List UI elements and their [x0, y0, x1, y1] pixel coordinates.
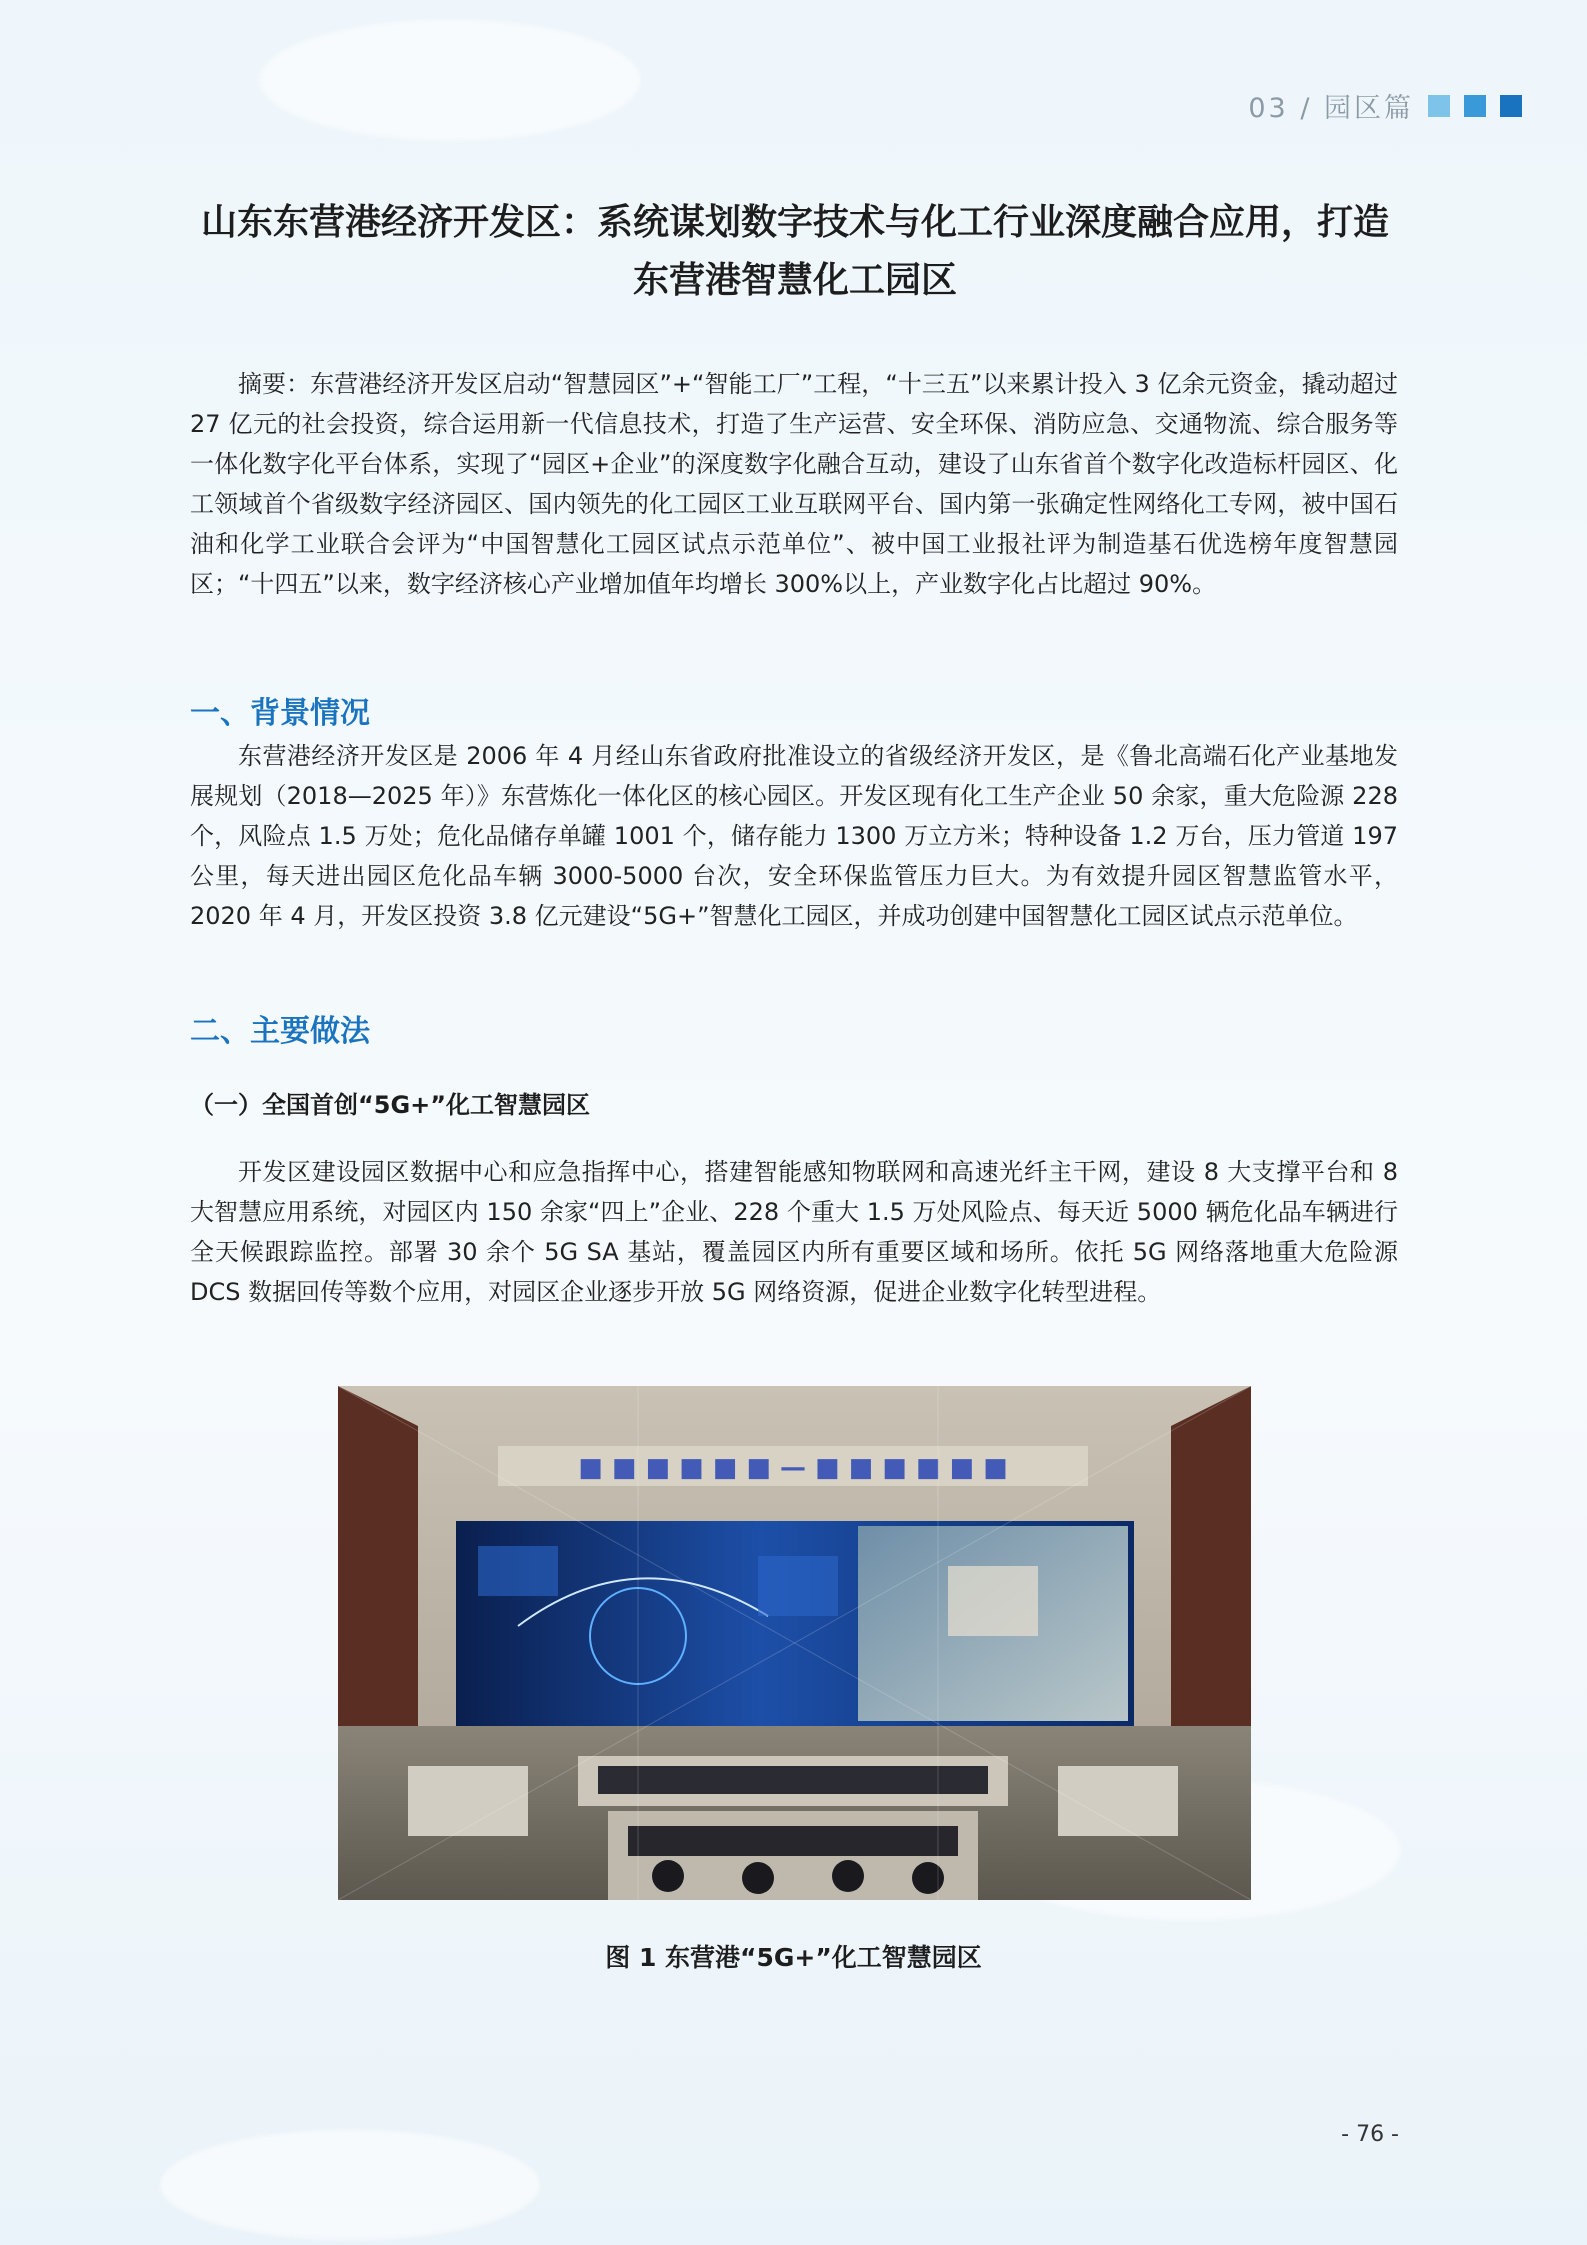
page-title: 山东东营港经济开发区：系统谋划数字技术与化工行业深度融合应用，打造东营港智慧化工园区	[200, 202, 1389, 301]
section2-heading: 二、主要做法	[190, 1014, 370, 1049]
abstract-paragraph: 摘要：东营港经济开发区启动“智慧园区”+“智能工厂”工程，“十三五”以来累计投入 3 亿余元资金，撬动超过 27 亿元的社会投资，综合运用新一代信息技术，打造了生产运营、安全环保、消防应急、交通物流、综合服务等一体化数字化平台体系，实现了“园区+企业”的深度数字化融合互动，建设了山东省首个数字化改造标杆园区、化工领域首个省级数字经济园区、国内领先的化工园区工业互联网平台、国内第一张确定性网络化工专网，被中国石油和化学工业联合会评为“中国智慧化工园区试点示范单位”、被中国工业报社评为制造基石优选榜年度智慧园区；“十四五”以来，数字经济核心产业增加值年均增长 300%以上，产业数字化占比超过 90%。	[190, 370, 1398, 598]
decor-square-icon	[1428, 95, 1450, 117]
page-number: - 76 -	[1341, 2122, 1399, 2147]
figure-photo	[338, 1386, 1251, 1900]
section1-heading: 一、背景情况	[190, 696, 370, 731]
decor-square-icon	[1464, 95, 1486, 117]
figure-caption: 图 1 东营港“5G+”化工智慧园区	[605, 1943, 982, 1972]
subsection1-paragraph: 开发区建设园区数据中心和应急指挥中心，搭建智能感知物联网和高速光纤主干网，建设 8 大支撑平台和 8 大智慧应用系统，对园区内 150 余家“四上”企业、228 个重大 1.5 万处风险点、每天近 5000 辆危化品车辆进行全天候跟踪监控。部署 30 余个 5G SA 基站，覆盖园区内所有重要区域和场所。依托 5G 网络落地重大危险源 DCS 数据回传等数个应用，对园区企业逐步开放 5G 网络资源，促进企业数字化转型进程。	[190, 1158, 1398, 1306]
section1-paragraph: 东营港经济开发区是 2006 年 4 月经山东省政府批准设立的省级经济开发区，是《鲁北高端石化产业基地发展规划（2018—2025 年）》东营炼化一体化区的核心园区。开发区现有化工生产企业 50 余家，重大危险源 228 个，风险点 1.5 万处；危化品储存单罐 1001 个，储存能力 1300 万立方米；特种设备 1.2 万台，压力管道 197 公里，每天进出园区危化品车辆 3000-5000 台次，安全环保监管压力巨大。为有效提升园区智慧监管水平，2020 年 4 月，开发区投资 3.8 亿元建设“5G+”智慧化工园区，并成功创建中国智慧化工园区试点示范单位。	[190, 742, 1398, 930]
section-header	[1248, 86, 1522, 125]
section-label: 03 / 园区篇	[1248, 93, 1414, 124]
background-shape	[160, 2130, 540, 2240]
decor-square-icon	[1500, 95, 1522, 117]
background-shape	[260, 20, 640, 140]
control-room-image	[338, 1386, 1251, 1900]
svg-text:■ ■ ■ ■ ■ ■ — ■ ■ ■ ■ ■ ■: ■ ■ ■ ■ ■ ■ — ■ ■ ■ ■ ■ ■	[578, 1453, 1008, 1483]
subsection1-heading: （一）全国首创“5G+”化工智慧园区	[190, 1091, 591, 1119]
